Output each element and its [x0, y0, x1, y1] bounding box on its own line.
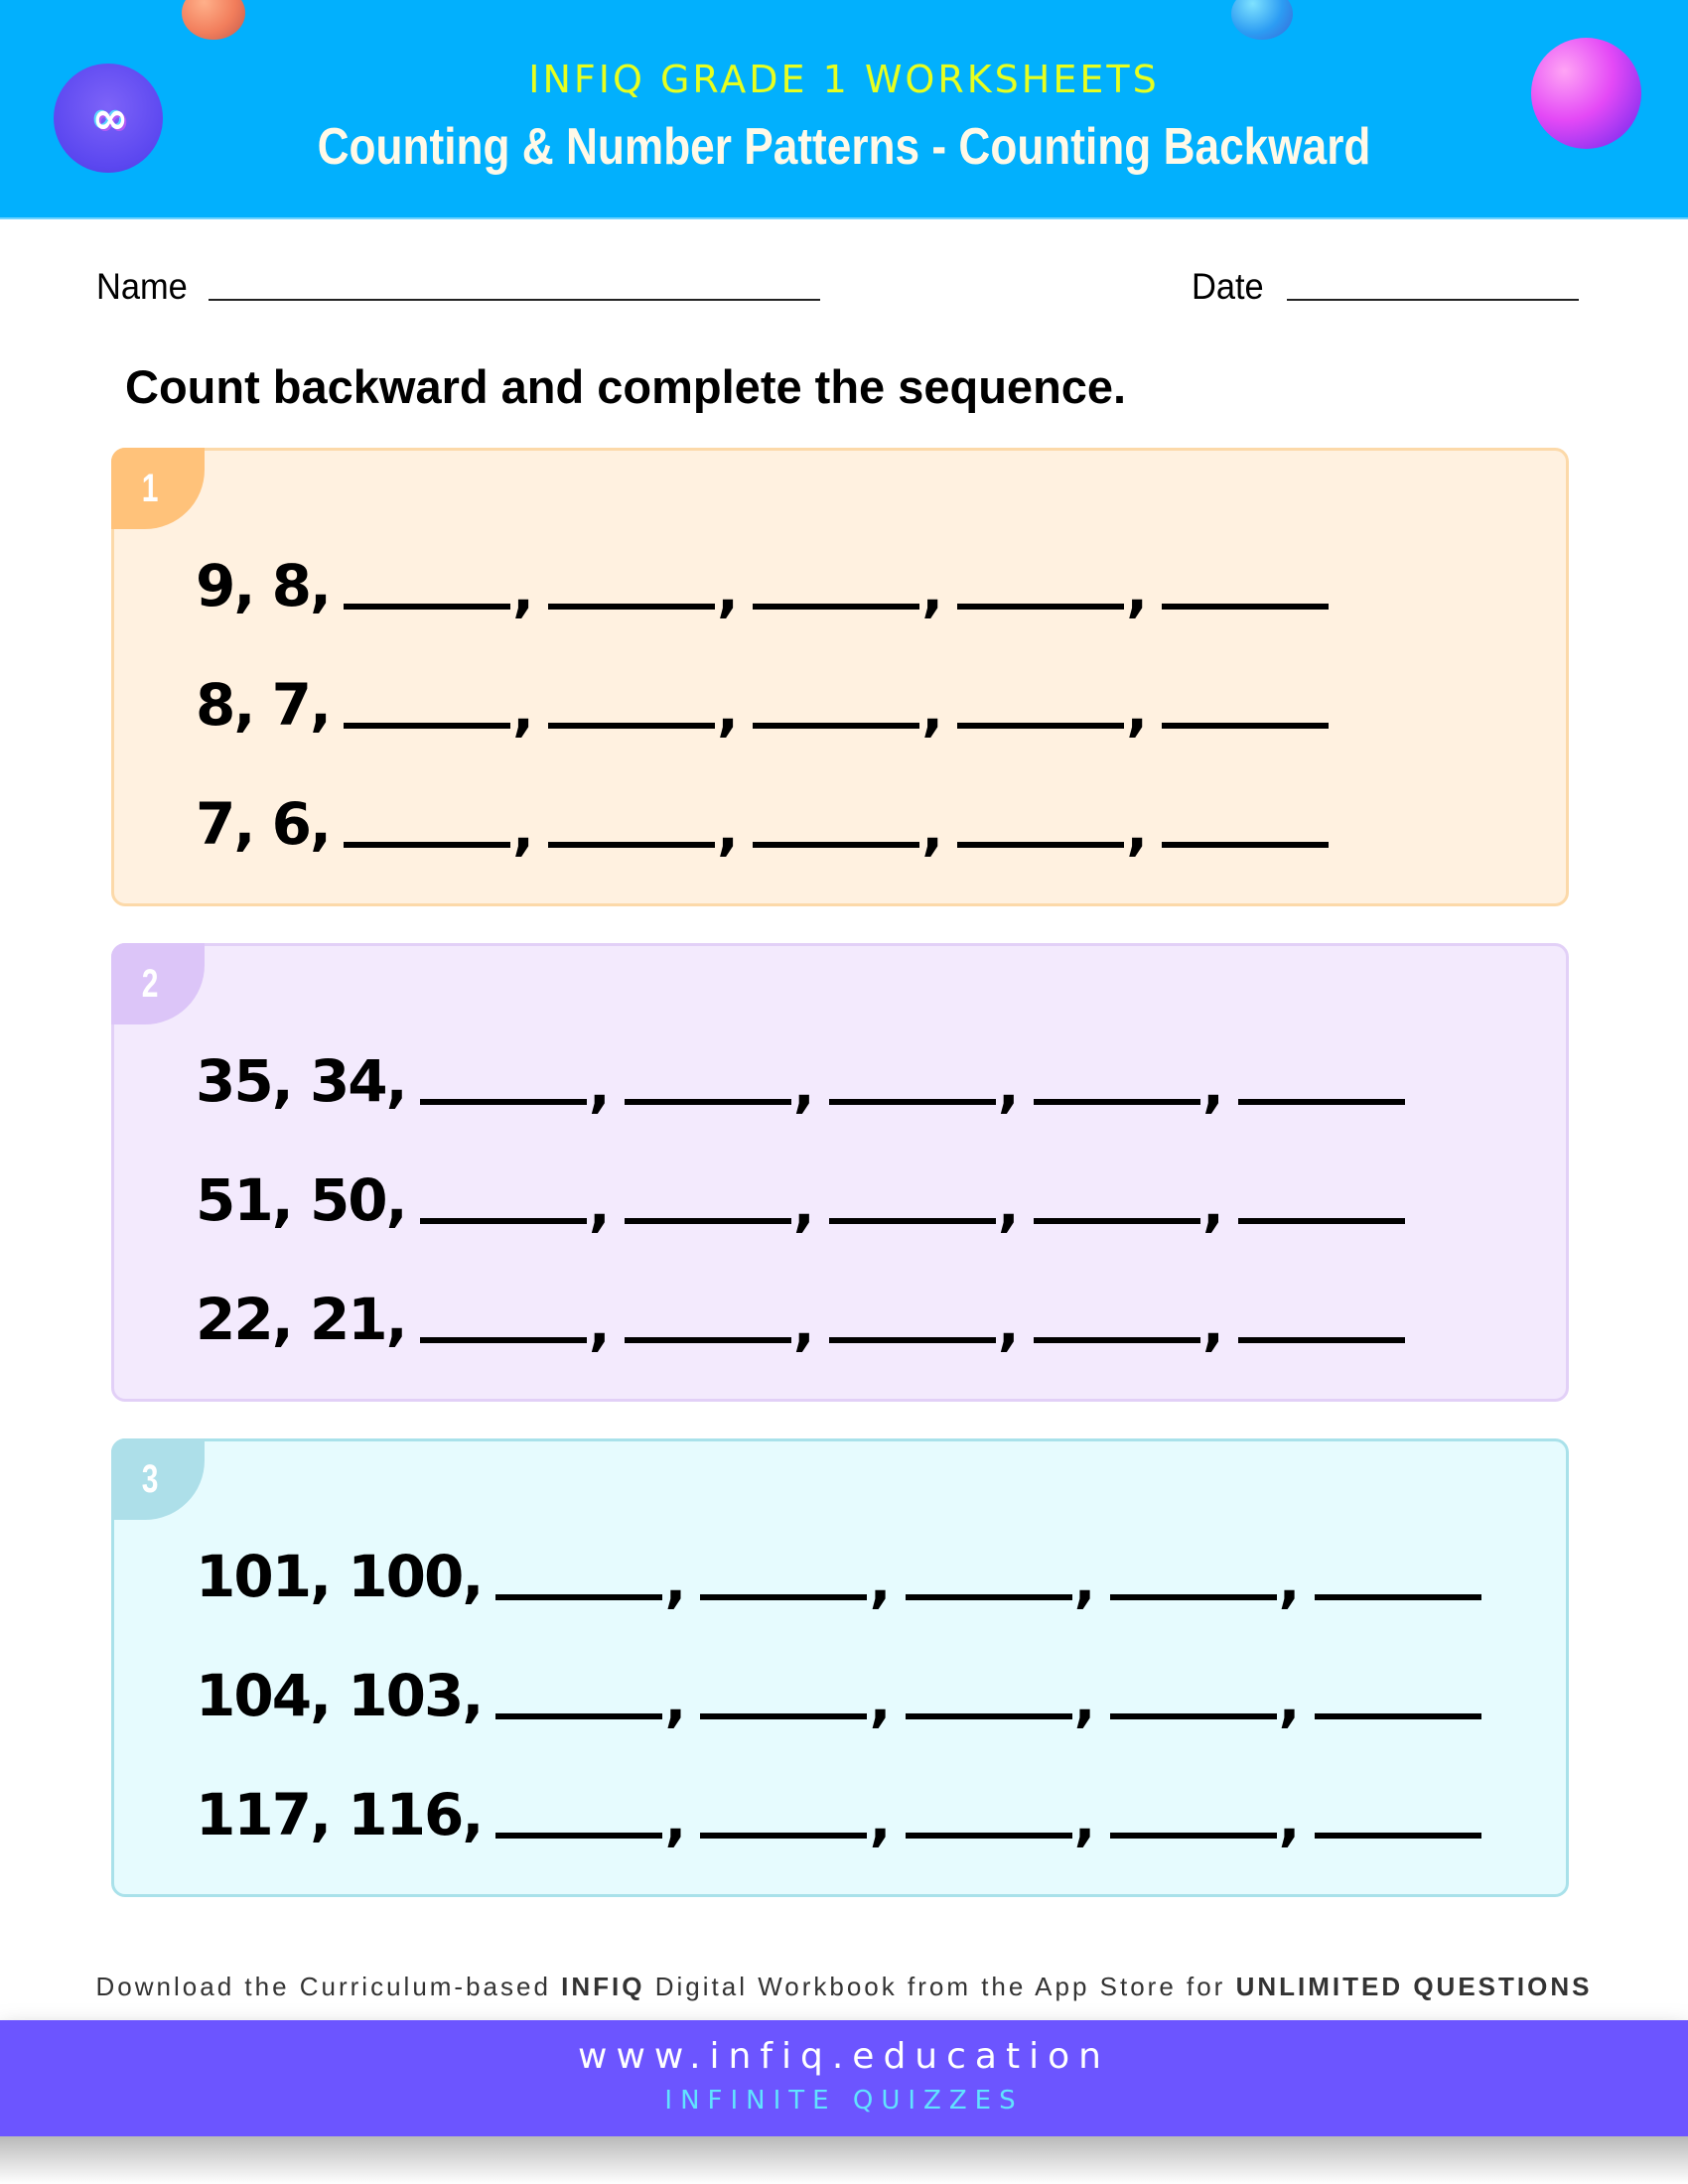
answer-blank[interactable] [829, 1099, 996, 1105]
answer-blank[interactable] [548, 604, 715, 610]
comma-separator: , [792, 1291, 815, 1358]
answer-blank[interactable] [420, 1099, 587, 1105]
comma-separator: , [869, 1548, 892, 1615]
answer-blank[interactable] [1034, 1099, 1200, 1105]
answer-blank[interactable] [1110, 1713, 1277, 1719]
answer-blank[interactable] [1315, 1594, 1481, 1600]
date-field[interactable] [1287, 299, 1579, 301]
answer-blank[interactable] [420, 1218, 587, 1224]
comma-separator: , [1073, 1667, 1096, 1734]
comma-separator: , [997, 1171, 1020, 1239]
answer-blank[interactable] [1238, 1099, 1405, 1105]
comma-separator: , [717, 676, 740, 744]
comma-separator: , [1126, 557, 1149, 624]
answer-blank[interactable] [1162, 604, 1329, 610]
answer-blank[interactable] [625, 1337, 791, 1343]
comma-separator: , [792, 1052, 815, 1120]
answer-blank[interactable] [1034, 1337, 1200, 1343]
promo-text [0, 1972, 1688, 2002]
comma-separator: , [921, 676, 944, 744]
sequence-row [196, 1035, 1405, 1120]
comma-separator: , [997, 1052, 1020, 1120]
comma-separator: , [664, 1667, 687, 1734]
sequence-given-numbers: 104, 103, [196, 1662, 483, 1729]
sequence-given-numbers: 117, 116, [196, 1781, 483, 1848]
sequence-given-numbers: 9, 8, [196, 552, 330, 619]
answer-blank[interactable] [495, 1594, 662, 1600]
comma-separator: , [1073, 1786, 1096, 1853]
sequence-row [196, 1531, 1481, 1615]
answer-blank[interactable] [829, 1337, 996, 1343]
sequence-row [196, 778, 1329, 863]
header-divider [0, 217, 1688, 219]
exercise-section-1 [111, 448, 1569, 906]
sequence-given-numbers: 35, 34, [196, 1047, 406, 1115]
answer-blank[interactable] [1110, 1833, 1277, 1839]
answer-blank[interactable] [1034, 1218, 1200, 1224]
logo-glyph: ∞ [91, 92, 125, 144]
answer-blank[interactable] [1238, 1337, 1405, 1343]
answer-blank[interactable] [753, 723, 919, 729]
comma-separator: , [1278, 1667, 1301, 1734]
answer-blank[interactable] [700, 1833, 867, 1839]
exercise-section-3 [111, 1438, 1569, 1897]
sequence-row [196, 540, 1329, 624]
promo-part-1: Download the Curriculum-based [95, 1972, 562, 2001]
worksheet-header [0, 0, 1688, 219]
answer-blank[interactable] [1162, 842, 1329, 848]
decorative-blue-ball-icon [1231, 0, 1293, 40]
section-number: 3 [141, 1456, 159, 1501]
answer-blank[interactable] [344, 604, 510, 610]
answer-blank[interactable] [906, 1713, 1072, 1719]
promo-brand: INFIQ [561, 1972, 645, 2001]
worksheet-title: Counting & Number Patterns - Counting Backward [317, 118, 1371, 176]
promo-part-2: Digital Workbook from the App Store for [644, 1972, 1236, 2001]
comma-separator: , [1073, 1548, 1096, 1615]
comma-separator: , [1201, 1171, 1224, 1239]
comma-separator: , [869, 1667, 892, 1734]
comma-separator: , [664, 1786, 687, 1853]
answer-blank[interactable] [1110, 1594, 1277, 1600]
answer-blank[interactable] [1238, 1218, 1405, 1224]
sequence-given-numbers: 8, 7, [196, 671, 330, 739]
answer-blank[interactable] [625, 1099, 791, 1105]
instruction-text: Count backward and complete the sequence. [125, 360, 1127, 413]
footer-banner [0, 2020, 1688, 2136]
answer-blank[interactable] [344, 723, 510, 729]
comma-separator: , [997, 1291, 1020, 1358]
answer-blank[interactable] [344, 842, 510, 848]
comma-separator: , [511, 795, 535, 863]
comma-separator: , [1201, 1291, 1224, 1358]
answer-blank[interactable] [548, 723, 715, 729]
name-label: Name [96, 266, 188, 307]
sequence-given-numbers: 22, 21, [196, 1286, 406, 1353]
answer-blank[interactable] [753, 842, 919, 848]
sequence-given-numbers: 7, 6, [196, 790, 330, 858]
section-number-badge [111, 1438, 205, 1520]
answer-blank[interactable] [957, 723, 1124, 729]
name-field[interactable] [209, 299, 820, 301]
comma-separator: , [921, 557, 944, 624]
decorative-orange-ball-icon [182, 0, 245, 40]
answer-blank[interactable] [700, 1594, 867, 1600]
answer-blank[interactable] [700, 1713, 867, 1719]
comma-separator: , [1278, 1548, 1301, 1615]
comma-separator: , [511, 676, 535, 744]
section-number: 2 [141, 961, 159, 1006]
comma-separator: , [717, 795, 740, 863]
answer-blank[interactable] [957, 842, 1124, 848]
sequence-row [196, 1274, 1405, 1358]
answer-blank[interactable] [625, 1218, 791, 1224]
answer-blank[interactable] [829, 1218, 996, 1224]
comma-separator: , [664, 1548, 687, 1615]
sequence-row [196, 1650, 1481, 1734]
comma-separator: , [1278, 1786, 1301, 1853]
answer-blank[interactable] [753, 604, 919, 610]
answer-blank[interactable] [495, 1833, 662, 1839]
answer-blank[interactable] [957, 604, 1124, 610]
sequence-row [196, 1155, 1405, 1239]
footer-tagline: INFINITE QUIZZES [664, 2086, 1024, 2116]
answer-blank[interactable] [1162, 723, 1329, 729]
answer-blank[interactable] [420, 1337, 587, 1343]
page-bottom-shadow [0, 2136, 1688, 2184]
section-number-badge [111, 943, 205, 1024]
answer-blank[interactable] [495, 1713, 662, 1719]
comma-separator: , [511, 557, 535, 624]
sequence-row [196, 659, 1329, 744]
comma-separator: , [717, 557, 740, 624]
comma-separator: , [921, 795, 944, 863]
comma-separator: , [1201, 1052, 1224, 1120]
sequence-given-numbers: 51, 50, [196, 1166, 406, 1234]
comma-separator: , [1126, 795, 1149, 863]
comma-separator: , [869, 1786, 892, 1853]
comma-separator: , [588, 1291, 611, 1358]
comma-separator: , [1126, 676, 1149, 744]
section-number: 1 [141, 466, 159, 510]
comma-separator: , [588, 1171, 611, 1239]
sequence-given-numbers: 101, 100, [196, 1543, 483, 1610]
date-label: Date [1192, 266, 1264, 307]
exercise-section-2 [111, 943, 1569, 1402]
answer-blank[interactable] [548, 842, 715, 848]
answer-blank[interactable] [1315, 1833, 1481, 1839]
comma-separator: , [588, 1052, 611, 1120]
website-link[interactable]: www.infiq.education [578, 2036, 1110, 2077]
answer-blank[interactable] [1315, 1713, 1481, 1719]
promo-highlight: UNLIMITED QUESTIONS [1235, 1972, 1593, 2001]
answer-blank[interactable] [906, 1594, 1072, 1600]
sequence-row [196, 1769, 1481, 1853]
section-number-badge [111, 448, 205, 529]
comma-separator: , [792, 1171, 815, 1239]
brand-title: INFIQ GRADE 1 WORKSHEETS [528, 58, 1160, 101]
answer-blank[interactable] [906, 1833, 1072, 1839]
